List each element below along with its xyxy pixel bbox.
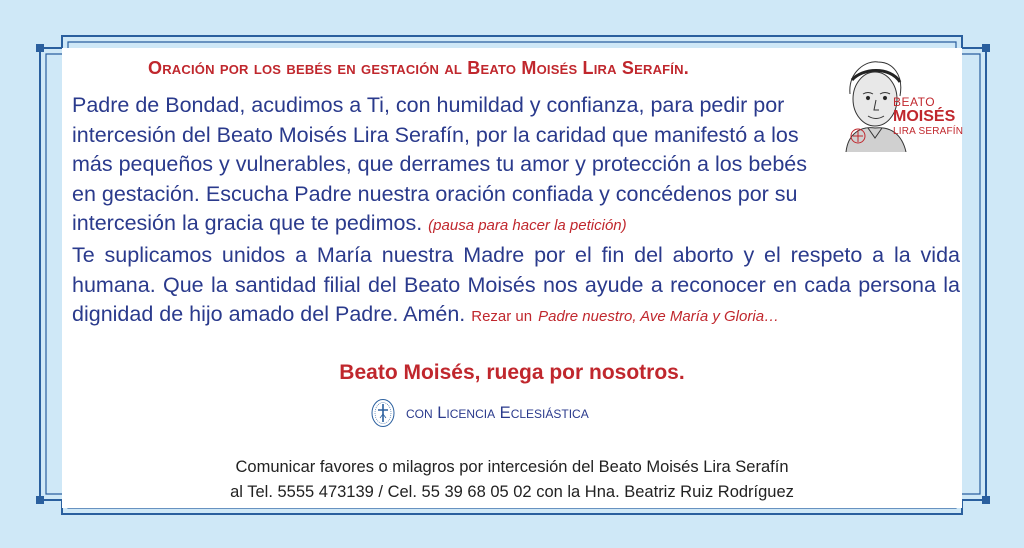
paragraph-1-text: Padre de Bondad, acudimos a Ti, con humildad y confianza, para pedir por intercesión del Beato Moisés Lira Serafín, por la caridad que manifestó a los más pequeños y vulnerables, que derrames tu amor y protección a los bebés en gestación. Escucha Padre nuestra oración confiada y concédenos por su intercesión la gracia que te pedimos. xyxy=(72,93,807,235)
ecclesiastical-seal-icon xyxy=(370,398,396,428)
recite-note-prayers: Padre nuestro, Ave María y Gloria… xyxy=(538,308,780,325)
logo-line-lira: LIRA SERAFÍN xyxy=(893,126,964,137)
invocation: Beato Moisés, ruega por nosotros. xyxy=(339,361,685,384)
pause-note: (pausa para hacer la petición) xyxy=(428,217,627,234)
footer-line-1: Comunicar favores o milagros por intercesión del Beato Moisés Lira Serafín xyxy=(235,458,789,476)
prayer-title: Oración por los bebés en gestación al Beato Moisés Lira Serafín. xyxy=(148,58,689,78)
license-text: con Licencia Eclesiástica xyxy=(406,403,589,422)
beato-logo xyxy=(893,96,963,137)
paragraph-2-text: Te suplicamos unidos a María nuestra Madre por el fin del aborto y el respeto a la vida humana. Que la santidad filial del Beato Moisés nos ayude a reconocer en cada persona la dignidad de hijo amado del Padre. Amén. xyxy=(72,243,960,326)
footer-line-2: al Tel. 5555 473139 / Cel. 55 39 68 05 02 con la Hna. Beatriz Ruiz Rodríguez xyxy=(230,483,794,501)
ecclesiastical-license xyxy=(370,398,589,428)
prayer-paragraph-2 xyxy=(72,241,960,332)
logo-line-moises: MOISÉS xyxy=(893,108,956,125)
logo-line-beato: BEATO xyxy=(893,95,936,109)
contact-footer xyxy=(0,455,1024,505)
recite-note-prefix: Rezar un xyxy=(471,308,533,325)
prayer-paragraph-1 xyxy=(72,91,830,241)
